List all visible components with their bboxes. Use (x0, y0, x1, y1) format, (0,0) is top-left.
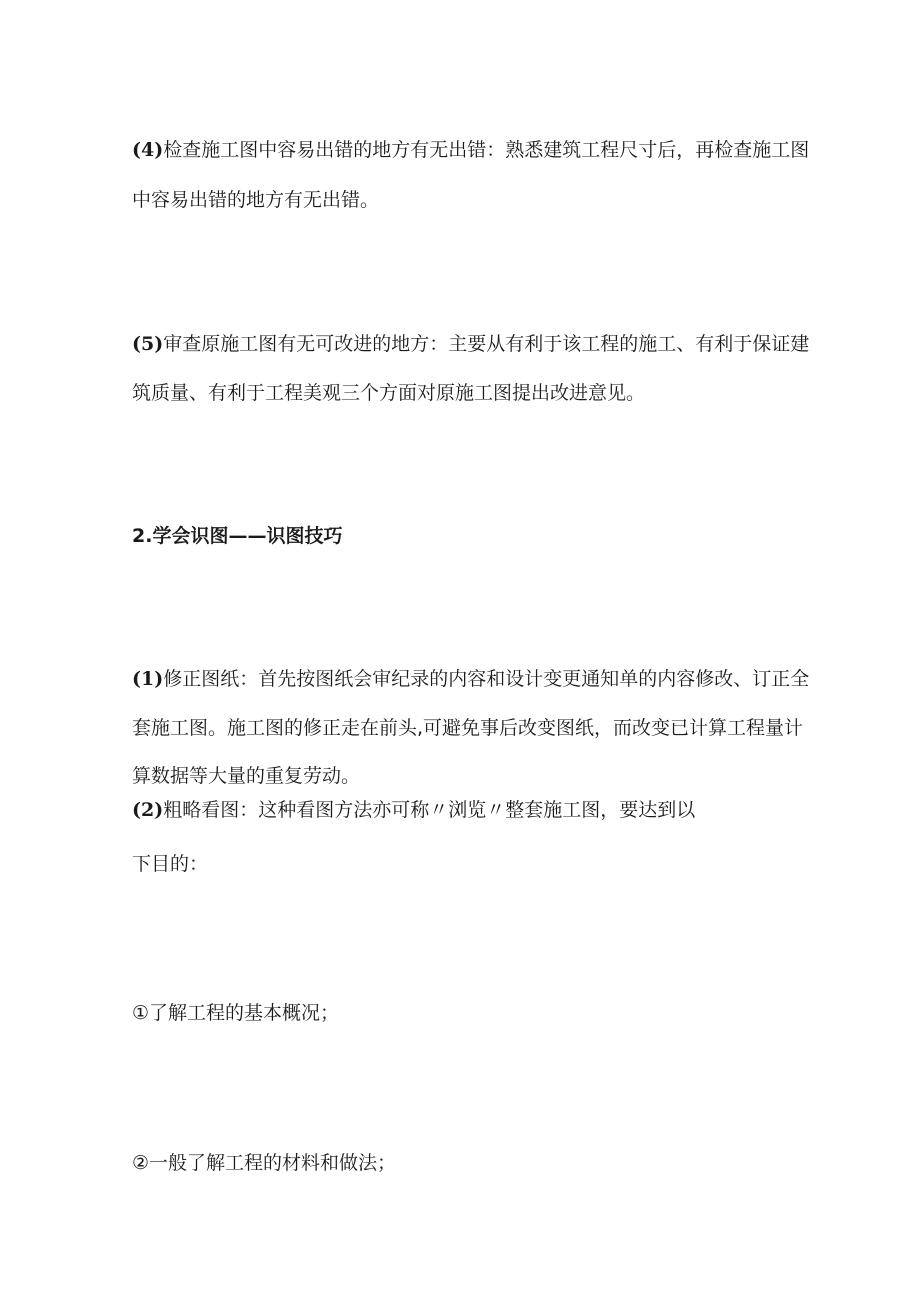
paragraph-4-line-2 (132, 187, 797, 213)
item-number: (1) (132, 668, 164, 690)
paragraph-text: ①了解工程的基本概况； (132, 1002, 340, 1024)
paragraph-text: 粗略看图：这种看图方法亦可称〃浏览〃整套施工图，要达到以 (163, 799, 696, 821)
section-heading (132, 523, 797, 549)
item-number: (2) (132, 799, 164, 821)
paragraph-2-line-1 (132, 797, 797, 823)
paragraph-text: 筑质量、有利于工程美观三个方面对原施工图提出改进意见。 (132, 382, 646, 404)
sub-item-1 (132, 1000, 797, 1026)
paragraph-text: ②一般了解工程的材料和做法； (132, 1152, 397, 1174)
item-number: (5) (132, 333, 164, 355)
paragraph-text: 算数据等大量的重复劳动。 (132, 765, 361, 787)
paragraph-text: 检查施工图中容易出错的地方有无出错：熟悉建筑工程尺寸后，再检查施工图 (163, 139, 810, 161)
paragraph-5-line-2 (132, 380, 797, 406)
heading-text: 2.学会识图——识图技巧 (132, 525, 343, 547)
paragraph-text: 套施工图。施工图的修正走在前头,可避免事后改变图纸，而改变已计算工程量计 (132, 717, 804, 739)
paragraph-5-line-1 (132, 331, 810, 357)
paragraph-1-line-2 (132, 715, 804, 741)
paragraph-text: 中容易出错的地方有无出错。 (132, 189, 380, 211)
paragraph-text: 修正图纸：首先按图纸会审纪录的内容和设计变更通知单的内容修改、订正全 (163, 668, 810, 690)
paragraph-text: 审查原施工图有无可改进的地方：主要从有利于该工程的施工、有利于保证建 (163, 333, 810, 355)
paragraph-2-line-2 (132, 851, 797, 877)
sub-item-2 (132, 1150, 797, 1176)
paragraph-1-line-1 (132, 666, 810, 692)
paragraph-4-line-1 (132, 137, 810, 163)
paragraph-1-line-3 (132, 763, 797, 789)
item-number: (4) (132, 139, 164, 161)
paragraph-text: 下目的： (132, 853, 209, 875)
